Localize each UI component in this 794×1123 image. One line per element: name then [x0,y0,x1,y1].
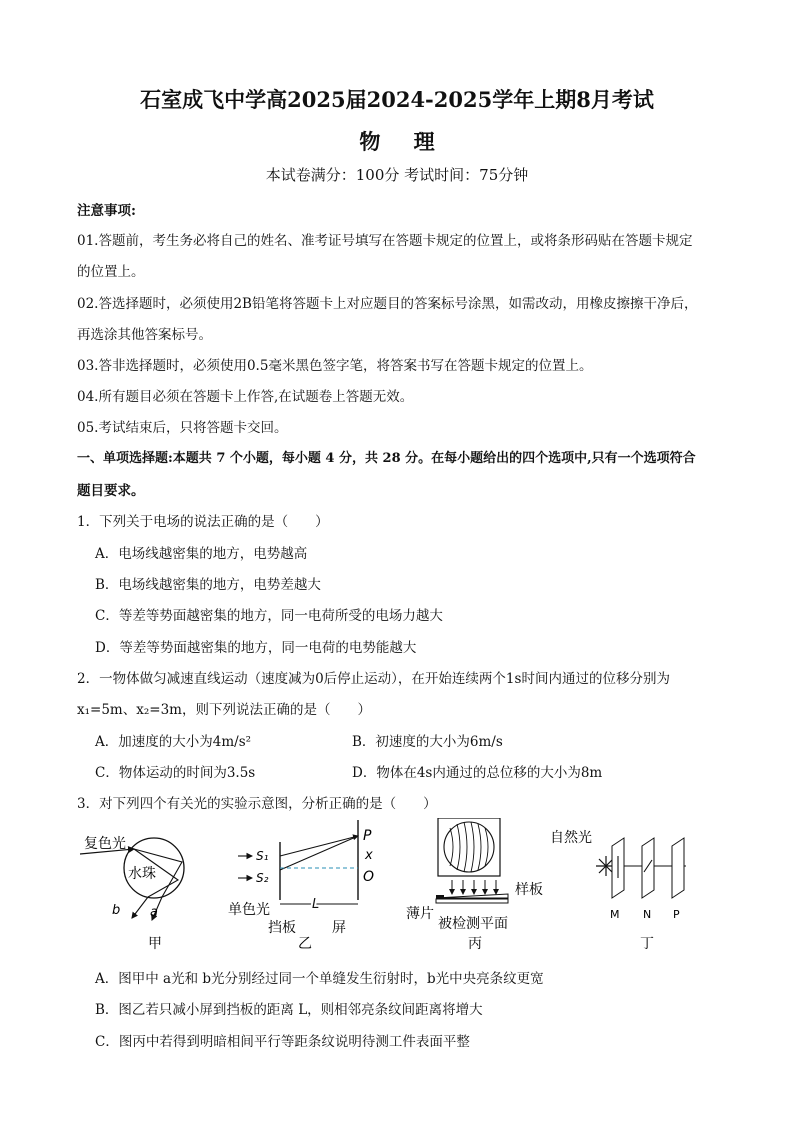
label-s2: S₂ [256,871,269,885]
section-heading-cont: 题目要求。 [77,483,145,499]
label-s1: S₁ [256,849,269,863]
notice-line: 01.答题前，考生务必将自己的姓名、准考证号填写在答题卡规定的位置上，或将条形码贴在答题卡规定 [77,233,693,249]
caption-yi: 乙 [298,936,312,952]
label-drop: 水珠 [128,866,156,882]
caption-jia: 甲 [148,936,162,952]
question-2-stem: 2．一物体做匀减速直线运动（速度减为0后停止运动），在开始连续两个1s时间内通过的位移分别为 [77,671,670,687]
figure-bing [406,818,543,952]
label-baffle: 挡板 [268,920,296,936]
q1-option-d: D．等差等势面越密集的地方，同一电荷的电势能越大 [95,640,417,656]
fringe-frame [438,818,500,876]
label-screen: 屏 [332,920,346,936]
fringe-lens [444,822,494,872]
exam-meta: 本试卷满分：100分 考试时间：75分钟 [265,166,529,184]
caption-bing: 丙 [468,936,482,952]
label-film: 薄片 [406,906,434,922]
notice-line: 02.答选择题时，必须使用2B铅笔将答题卡上对应题目的答案标号涂黑，如需改动，用橡皮擦擦干净后， [77,296,698,312]
question-2-stem-cont: x₁=5m、x₂=3m，则下列说法正确的是（ ） [77,702,371,718]
notice-heading: 注意事项: [77,203,136,219]
sample-plate [436,894,508,898]
label-light: 复色光 [84,836,126,852]
q1-option-c: C．等差等势面越密集的地方，同一电荷所受的电场力越大 [95,608,443,624]
label-M: M [610,908,620,921]
label-P2: P [673,908,680,921]
notice-line: 03.答非选择题时，必须使用0.5毫米黑色签字笔，将答案书写在答题卡规定的位置上。 [77,358,593,374]
section-heading: 一、单项选择题:本题共 7 个小题，每小题 4 分，共 28 分。在每小题给出的四个选项中,只有一个选项符合 [77,451,696,466]
figure-jia [80,835,184,952]
thin-film [436,895,444,899]
label-N: N [643,908,652,921]
label-sample: 样板 [515,882,543,898]
polarizer-n [642,838,654,898]
label-b: b [112,903,121,918]
notice-line: 05.考试结束后，只将答题卡交回。 [77,420,288,436]
exit-ray-b [132,897,148,918]
incident-arrows [452,880,496,894]
exam-title: 石室成飞中学高2025届2024-2025学年上期8月考试 [140,87,654,112]
q1-option-a: A．电场线越密集的地方，电势越高 [95,546,308,562]
label-L: L [312,897,320,912]
label-natural: 自然光 [550,830,592,846]
label-O: O [363,869,375,885]
q2-option-c: C．物体运动的时间为3.5s [95,765,256,781]
q2-option-b: B．初速度的大小为6m/s [352,734,503,750]
q3-option-a: A．图甲中 a光和 b光分别经过同一个单缝发生衍射时，b光中央亮条纹更宽 [95,971,544,987]
notice-line: 再选涂其他答案标号。 [77,327,212,343]
subject-title: 物 理 [359,129,435,154]
notice-line: 04.所有题目必须在答题卡上作答,在试题卷上答题无效。 [77,389,414,405]
tested-plane [436,899,508,903]
label-P: P [363,828,372,844]
polarizer-p [672,838,684,898]
fringe-lines [450,822,488,872]
caption-ding: 丁 [640,936,654,952]
figure-ding [550,829,686,952]
q3-figures [72,818,722,956]
label-x: x [365,848,373,863]
figure-yi [228,820,374,952]
q3-option-c: C．图丙中若得到明暗相间平行等距条纹说明待测工件表面平整 [95,1034,470,1050]
notice-line: 的位置上。 [77,264,145,280]
label-mono: 单色光 [228,902,270,918]
label-a: a [150,905,158,920]
question-3-stem: 3．对下列四个有关光的实验示意图，分析正确的是（ ） [77,796,437,812]
q3-option-b: B．图乙若只减小屏到挡板的距离 L，则相邻亮条纹间距离将增大 [95,1002,483,1018]
q1-option-b: B．电场线越密集的地方，电势差越大 [95,577,321,593]
q2-option-a: A．加速度的大小为4m/s² [95,734,252,750]
label-plane: 被检测平面 [438,916,508,932]
q3-figures-svg [72,818,722,956]
q2-option-d: D．物体在4s内通过的总位移的大小为8m [352,765,603,781]
question-1-stem: 1．下列关于电场的说法正确的是（ ） [77,514,329,530]
